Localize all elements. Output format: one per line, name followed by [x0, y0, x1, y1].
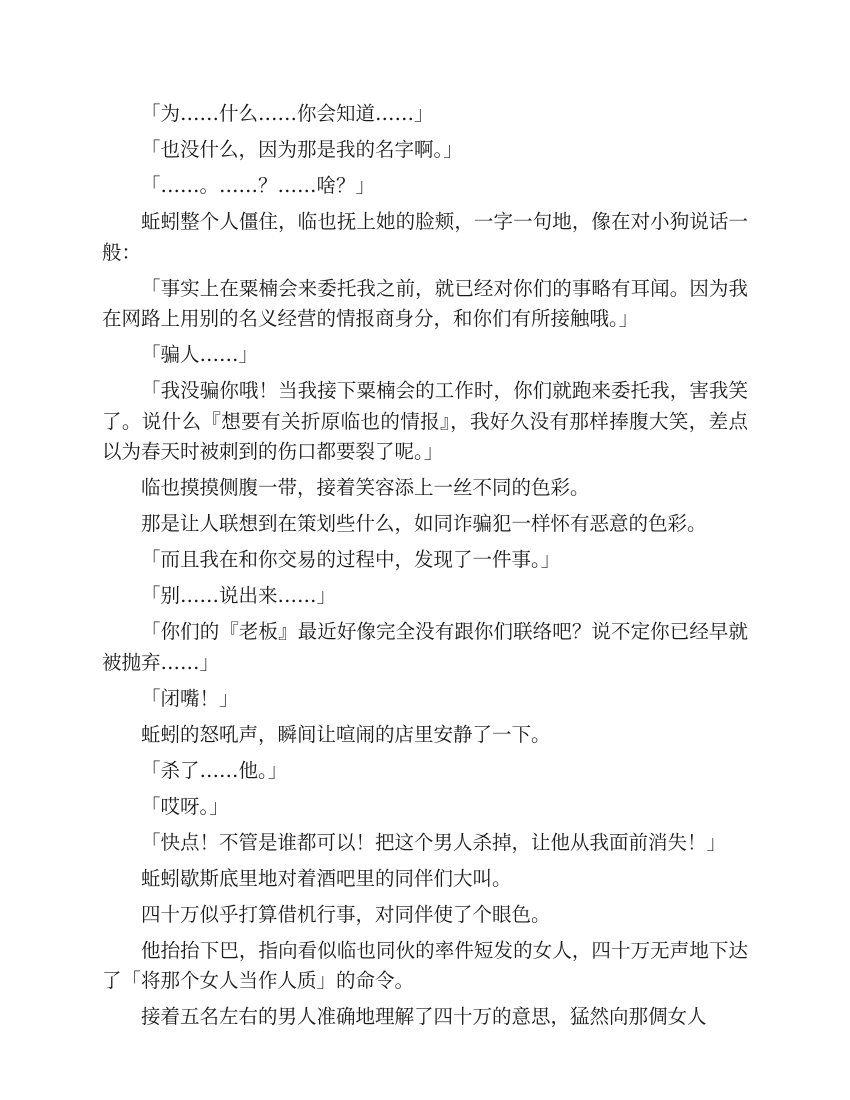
paragraph: 「事实上在粟楠会来委托我之前，就已经对你们的事略有耳闻。因为我在网路上用别的名义经营的情报商身分，和你们有所接触哦。」 [102, 276, 748, 330]
paragraph: 「而且我在和你交易的过程中，发现了一件事。」 [141, 548, 561, 571]
paragraph: 「快点！不管是谁都可以！把这个男人杀掉，让他从我面前消失！」 [141, 830, 727, 854]
paragraph: 「闭嘴！」 [141, 686, 239, 710]
paragraph: 蚯蚓的怒吼声，瞬间让喧闹的店里安静了一下。 [141, 722, 551, 746]
document-page [102, 99, 748, 1038]
paragraph: 「杀了……他。」 [141, 758, 288, 782]
paragraph: 「为……什么……你会知道……」 [141, 102, 434, 125]
paragraph: 「你们的『老板』最近好像完全没有跟你们联络吧？说不定你已经早就被抛弃……」 [102, 620, 748, 674]
paragraph: 他抬抬下巴，指向看似临也同伙的率件短发的女人，四十万无声地下达了「将那个女人当作人质」的命令。 [102, 938, 748, 992]
paragraph: 那是让人联想到在策划些什么，如同诈骗犯一样怀有恶意的色彩。 [141, 512, 707, 535]
paragraph: 蚯蚓整个人僵住，临也抚上她的脸颊，一字一句地，像在对小狗说话一般： [102, 210, 748, 264]
paragraph: 接着五名左右的男人准确地理解了四十万的意思，猛然向那倜女人 [141, 1005, 707, 1028]
paragraph: 四十万似乎打算借机行事，对同伴使了个眼色。 [141, 902, 551, 926]
paragraph: 「也没什么，因为那是我的名字啊。」 [141, 138, 463, 161]
paragraph: 「哎呀。」 [141, 794, 229, 818]
paragraph: 「骗人……」 [141, 343, 259, 366]
paragraph: 蚯蚓歇斯底里地对着酒吧里的同伴们大叫。 [141, 866, 512, 890]
paragraph: 「别……说出来……」 [141, 584, 337, 607]
paragraph: 「……。……？……啥？」 [141, 174, 376, 197]
paragraph: 临也摸摸侧腹一带，接着笑容添上一丝不同的色彩。 [141, 476, 590, 499]
paragraph: 「我没骗你哦！当我接下粟楠会的工作时，你们就跑来委托我，害我笑了。说什么『想要有关折原临也的情报』，我好久没有那样捧腹大笑，差点以为春天时被刺到的伤口都要裂了呢。」 [102, 379, 748, 463]
